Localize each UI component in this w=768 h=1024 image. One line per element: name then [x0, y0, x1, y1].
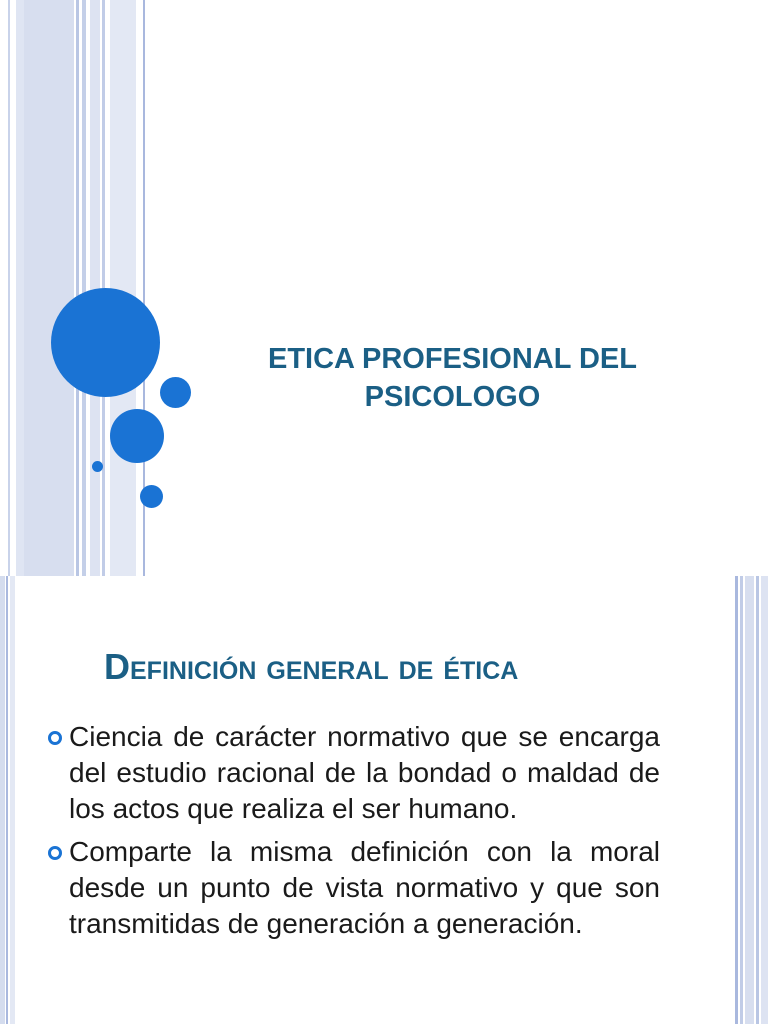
stripe-band	[745, 576, 754, 1024]
slide-2-title: Definición general de ética	[104, 646, 519, 687]
small-circle-icon	[140, 485, 163, 508]
list-item	[48, 719, 660, 827]
bullet-text: Comparte la misma definición con la moral desde un punto de vista normativo y que son transmitidas de generación a generación.	[69, 836, 660, 939]
ring-bullet-icon	[48, 846, 62, 860]
stripe-line	[16, 0, 24, 576]
stripe-line	[10, 576, 15, 1024]
stripe-line	[740, 576, 743, 1024]
bullet-list	[48, 719, 660, 949]
slide-2	[0, 576, 768, 1024]
large-circle-icon	[51, 288, 160, 397]
medium-circle-icon	[110, 409, 164, 463]
title-line: PSICOLOGO	[364, 381, 541, 413]
stripe-line	[756, 576, 759, 1024]
small-circle-icon	[160, 377, 191, 408]
list-item	[48, 834, 660, 942]
tiny-circle-icon	[92, 461, 103, 472]
stripe-line	[76, 0, 79, 576]
stripe-line	[735, 576, 738, 1024]
stripe-line	[6, 576, 8, 1024]
stripe-line	[0, 576, 5, 1024]
stripe-line	[8, 0, 10, 576]
bullet-text: Ciencia de carácter normativo que se encarga del estudio racional de la bondad o maldad de los actos que realiza el ser humano.	[69, 721, 660, 824]
stripe-line	[82, 0, 86, 576]
slide-1-title	[200, 340, 705, 416]
title-line: ETICA PROFESIONAL DEL	[268, 343, 637, 375]
stripe-band	[24, 0, 74, 576]
stripe-band	[761, 576, 768, 1024]
ring-bullet-icon	[48, 731, 62, 745]
